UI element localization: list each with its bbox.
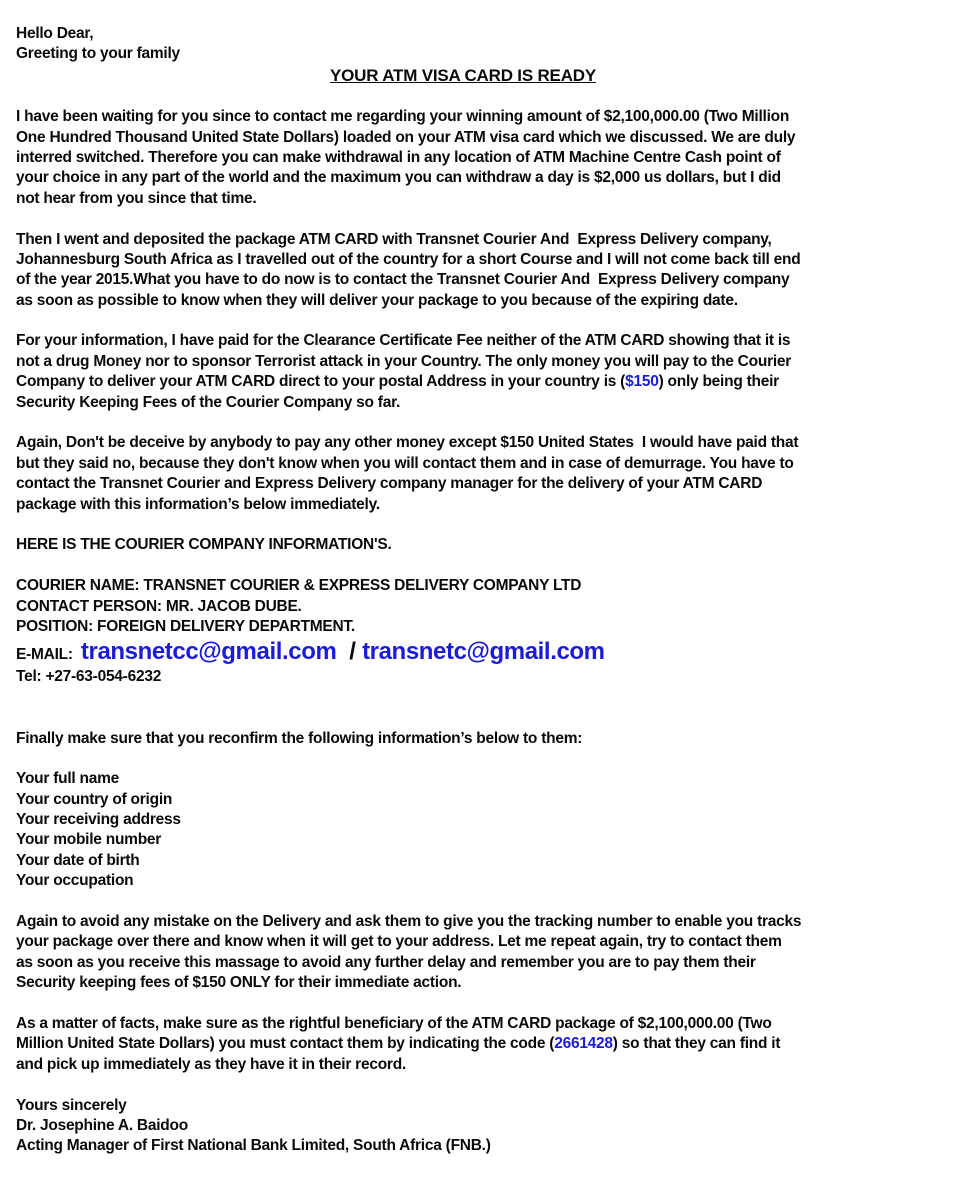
text-segment: not hear from you since that time. xyxy=(16,189,257,207)
text-segment: Again, Don't be deceive by anybody to pay any other money except $150 United States I would have paid that xyxy=(16,434,799,452)
blank-line xyxy=(16,892,950,912)
text-segment: I have been waiting for you since to contact me regarding your winning amount of $2,100,000.00 (Two Million xyxy=(16,108,790,126)
para-warning-line xyxy=(16,454,950,474)
text-segment: As a matter of facts, make sure as the rightful beneficiary of the ATM CARD package of $2,100,000.00 (Two xyxy=(16,1014,772,1032)
required-info-list xyxy=(16,769,950,891)
blank-line xyxy=(16,1075,950,1095)
text-segment: ) so that they can find it xyxy=(612,1035,781,1053)
text-segment: contact the Transnet Courier and Express Delivery company manager for the delivery of your ATM CARD xyxy=(16,475,763,493)
text-segment: Company to deliver your ATM CARD direct to your postal Address in your country is ( xyxy=(16,373,626,391)
text-segment: as soon as you receive this massage to avoid any further delay and remember you are to pay them their xyxy=(16,953,756,971)
reconfirm-intro-line xyxy=(16,729,950,749)
text-segment: Your occupation xyxy=(16,872,134,890)
text-segment: not a drug Money nor to sponsor Terrorist attack in your Country. The only money you will pay to the Courier xyxy=(16,352,792,370)
text-segment: HERE IS THE COURIER COMPANY INFORMATION'S. xyxy=(16,536,392,554)
para-deposited-line xyxy=(16,291,950,311)
email-line-line xyxy=(16,637,950,667)
text-segment: COURIER NAME: TRANSNET COURIER & EXPRESS DELIVERY COMPANY LTD xyxy=(16,577,582,595)
text-segment: One Hundred Thousand United State Dollars) loaded on your ATM visa card which we discussed. We are duly xyxy=(16,128,796,146)
required-info-item xyxy=(16,830,950,850)
email-link[interactable]: transnetc@gmail.com xyxy=(362,638,605,666)
blank-line xyxy=(16,413,950,433)
signature-line xyxy=(16,1136,950,1156)
required-info-item xyxy=(16,851,950,871)
letter-title-text: YOUR ATM VISA CARD IS READY xyxy=(330,65,596,85)
para-clearance-fee-line xyxy=(16,331,950,351)
email-line xyxy=(16,637,950,667)
text-segment: Security Keeping Fees of the Courier Company so far. xyxy=(16,393,401,411)
courier-details-line xyxy=(16,576,950,596)
para-clearance-fee-line xyxy=(16,372,950,392)
para-waiting-line xyxy=(16,128,950,148)
para-clearance-fee-line xyxy=(16,393,950,413)
required-info-item xyxy=(16,871,950,891)
text-segment: Your mobile number xyxy=(16,831,162,849)
text-segment: Then I went and deposited the package ATM CARD with Transnet Courier And Express Delivery company, xyxy=(16,230,772,248)
phone-line xyxy=(16,667,950,687)
para-warning-line xyxy=(16,474,950,494)
text-segment: Again to avoid any mistake on the Delivery and ask them to give you the tracking number to enable you tracks xyxy=(16,913,802,931)
para-code-line xyxy=(16,1034,950,1054)
greeting-line-1: Hello Dear, xyxy=(16,25,94,42)
para-warning-line xyxy=(16,495,950,515)
required-info-item xyxy=(16,769,950,789)
blank-line xyxy=(16,749,950,769)
blank-line xyxy=(16,994,950,1014)
para-deposited-line xyxy=(16,230,950,250)
para-tracking xyxy=(16,912,950,994)
text-segment: Tel: +27-63-054-6232 xyxy=(16,668,162,686)
para-code-line xyxy=(16,1055,950,1075)
text-segment: Your full name xyxy=(16,770,120,788)
para-waiting-line xyxy=(16,168,950,188)
blank-line xyxy=(16,688,950,708)
text-segment: Yours sincerely xyxy=(16,1096,127,1114)
signature-line xyxy=(16,1096,950,1116)
blank-line xyxy=(16,209,950,229)
text-segment: ) only being their xyxy=(658,373,779,391)
text-segment: package with this information’s below immediately. xyxy=(16,495,380,513)
para-tracking-line xyxy=(16,953,950,973)
para-code-line xyxy=(16,1014,950,1034)
signature xyxy=(16,1096,950,1157)
required-info-item xyxy=(16,810,950,830)
blank-line xyxy=(16,556,950,576)
letter-header xyxy=(16,24,950,87)
blank-line xyxy=(16,311,950,331)
para-deposited xyxy=(16,230,950,312)
text-segment: Acting Manager of First National Bank Limited, South Africa (FNB.) xyxy=(16,1137,491,1155)
para-warning-line xyxy=(16,433,950,453)
para-code xyxy=(16,1014,950,1075)
text-segment: Your country of origin xyxy=(16,790,173,808)
text-segment: and pick up immediately as they have it in their record. xyxy=(16,1055,406,1073)
text-segment: interred switched. Therefore you can make withdrawal in any location of ATM Machine Centre Cash point of xyxy=(16,148,781,166)
required-info-item xyxy=(16,790,950,810)
letter-body xyxy=(16,87,950,1157)
letter-title xyxy=(16,65,950,87)
email-label: E-MAIL: xyxy=(16,646,81,664)
text-segment: POSITION: FOREIGN DELIVERY DEPARTMENT. xyxy=(16,617,355,635)
text-segment: Your receiving address xyxy=(16,811,181,829)
reconfirm-intro xyxy=(16,729,950,749)
courier-info-heading-line xyxy=(16,535,950,555)
text-segment: but they said no, because they don't know when you will contact them and in case of demurrage. You have to xyxy=(16,454,794,472)
text-segment: Million United State Dollars) you must contact them by indicating the code ( xyxy=(16,1035,555,1053)
para-waiting xyxy=(16,107,950,209)
blank-line xyxy=(16,87,950,107)
courier-details-line xyxy=(16,617,950,637)
para-tracking-line xyxy=(16,973,950,993)
greeting-line-2: Greeting to your family xyxy=(16,45,180,63)
highlighted-value: $150 xyxy=(625,373,659,391)
signature-line xyxy=(16,1116,950,1136)
courier-info-heading xyxy=(16,535,950,555)
blank-line xyxy=(16,515,950,535)
para-tracking-line xyxy=(16,912,950,932)
courier-details xyxy=(16,576,950,637)
text-segment: CONTACT PERSON: MR. JACOB DUBE. xyxy=(16,597,302,615)
text-segment: Your date of birth xyxy=(16,851,140,869)
text-segment: Security keeping fees of $150 ONLY for their immediate action. xyxy=(16,974,462,992)
para-clearance-fee-line xyxy=(16,352,950,372)
text-segment: as soon as possible to know when they will deliver your package to you because of the expiring date. xyxy=(16,291,738,309)
courier-details-line xyxy=(16,597,950,617)
email-link[interactable]: transnetcc@gmail.com xyxy=(80,638,337,666)
para-tracking-line xyxy=(16,932,950,952)
text-segment: For your information, I have paid for the Clearance Certificate Fee neither of the ATM CARD showing that it is xyxy=(16,332,791,350)
para-deposited-line xyxy=(16,270,950,290)
text-segment: Finally make sure that you reconfirm the following information’s below to them: xyxy=(16,729,583,747)
para-waiting-line xyxy=(16,189,950,209)
highlighted-value: 2661428 xyxy=(554,1035,613,1053)
text-segment: your package over there and know when it will get to your address. Let me repeat again, try to contact them xyxy=(16,933,782,951)
para-waiting-line xyxy=(16,107,950,127)
text-segment: Dr. Josephine A. Baidoo xyxy=(16,1116,188,1134)
text-segment: of the year 2015.What you have to do now is to contact the Transnet Courier And Express Delivery company xyxy=(16,271,790,289)
text-segment: Johannesburg South Africa as I travelled out of the country for a short Course and I will not come back till end xyxy=(16,250,801,268)
separator: / xyxy=(336,638,363,666)
para-warning xyxy=(16,433,950,515)
phone-line-line xyxy=(16,667,950,687)
para-waiting-line xyxy=(16,148,950,168)
para-deposited-line xyxy=(16,250,950,270)
blank-line xyxy=(16,708,950,728)
para-clearance-fee xyxy=(16,331,950,413)
text-segment: your choice in any part of the world and the maximum you can withdraw a day is $2,000 us dollars, but I did xyxy=(16,169,781,187)
